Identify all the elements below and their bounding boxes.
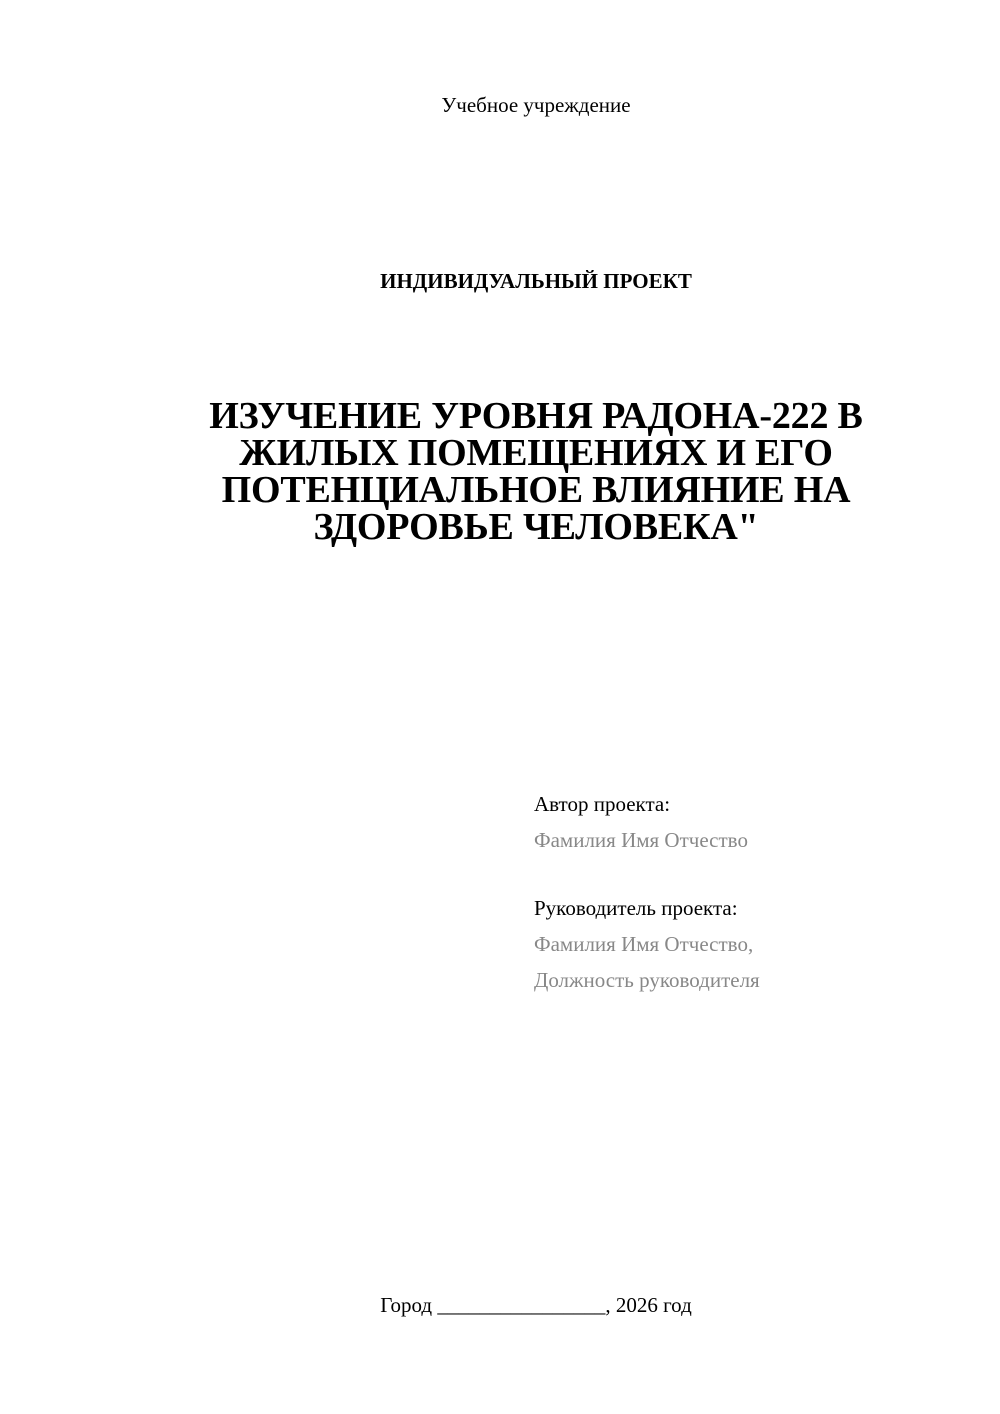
supervisor-position: Должность руководителя (534, 968, 760, 992)
author-name: Фамилия Имя Отчество (534, 828, 748, 852)
project-title (180, 395, 892, 548)
project-title-line: ИЗУЧЕНИЕ УРОВНЯ РАДОНА-222 В (209, 395, 863, 437)
project-title-line: ПОТЕНЦИАЛЬНОЕ ВЛИЯНИЕ НА (221, 469, 851, 511)
institution-name: Учебное учреждение (441, 93, 631, 117)
spacer (534, 858, 974, 890)
people-block (534, 786, 974, 998)
project-type-heading: ИНДИВИДУАЛЬНЫЙ ПРОЕКТ (380, 269, 692, 293)
project-title-line: ЗДОРОВЬЕ ЧЕЛОВЕКА" (313, 506, 759, 548)
city-year-line: Город ________________, 2026 год (380, 1293, 692, 1317)
author-label: Автор проекта: (534, 792, 671, 816)
project-title-line: ЖИЛЫХ ПОМЕЩЕНИЯХ И ЕГО (239, 432, 833, 474)
supervisor-label: Руководитель проекта: (534, 896, 738, 920)
supervisor-name: Фамилия Имя Отчество, (534, 932, 754, 956)
